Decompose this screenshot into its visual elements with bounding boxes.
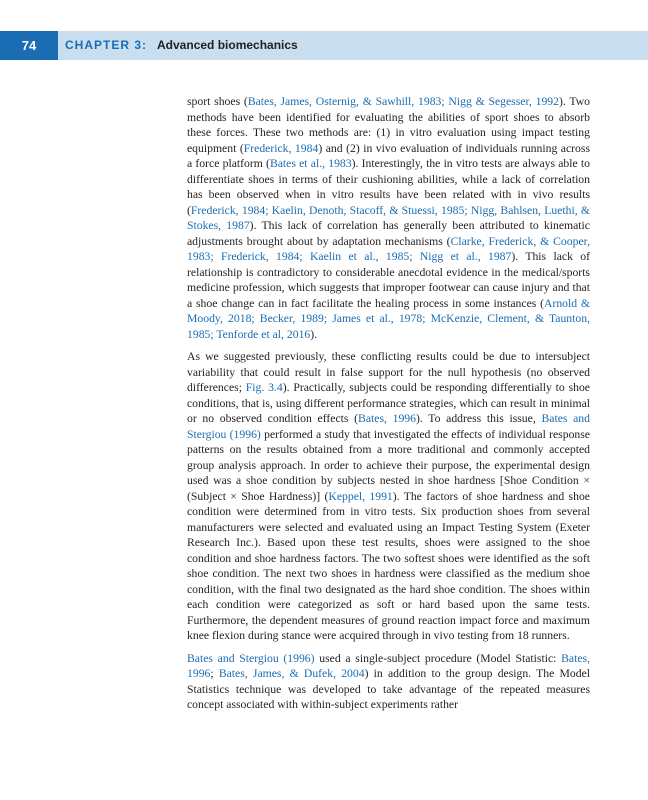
text-run: performed a study that investigated the effects of individual response patterns on the results obtained from a more traditional and commonly accepted group analysis approach. In order to achieve their purpose, the experimental design used was a shoe condition by subjects nested in shoe hardness [Shoe Condition × (Subject × Shoe Hardness)] ( [187,427,590,503]
body-text [187,94,590,720]
text-run: ). Two methods have been identified for evaluating the abilities of sport shoes to absorb these forces. These two methods are: (1) in vitro evaluation using impact testing equipment ( [187,95,590,155]
text-run: ). The factors of shoe hardness and shoe condition were determined from in vitro tests. Six production shoes from several manufacturers were selected and evaluated using an Impact Testing System (Exeter Research Inc.). Based upon these test results, shoes were assigned to the shoe condition and shoe hardness factors. The two softest shoes were identified as the soft shoe condition. The next two shoes in hardness were classified as the medium shoe condition, with the final two designated as the hard shoe condition. The shoes within each condition were categorized as soft or hard based upon the same tests. Furthermore, the dependent measures of ground reaction impact force and maximum knee flexion during stance were acquired through in vivo testing from 18 runners. [187,489,590,642]
citation-link[interactable]: Bates, 1996 [358,412,416,425]
citation-link[interactable]: Keppel, 1991 [328,489,393,503]
citation-link[interactable]: Arnold & Moody, 2018; Becker, 1989; James et al., 1978; McKenzie, Clement, & Taunton, 1985; Tenforde et al, 2016 [187,296,590,341]
text-run: ). This lack of correlation has generally been attributed to kinematic adjustments brought about by adaptation mechanisms ( [187,219,590,248]
page-number: 74 [0,31,58,60]
chapter-title: Advanced biomechanics [157,38,298,52]
text-run: sport shoes ( [187,95,248,108]
text-run: used a single-subject procedure (Model Statistic: [314,651,562,665]
citation-link[interactable]: Bates, James, Osternig, & Sawhill, 1983; Nigg & Segesser, 1992 [247,95,559,108]
text-run: ). To address this issue, [416,412,542,425]
citation-link[interactable]: Frederick, 1984; Kaelin, Denoth, Stacoff, & Stuessi, 1985; Nigg, Bahlsen, Luethi, & Stokes, 1987 [187,203,590,232]
citation-link[interactable]: Bates and Stergiou (1996) [187,651,315,665]
paragraph [187,349,590,644]
citation-link[interactable]: Bates, James, & Dufek, 2004 [218,667,365,680]
citation-link[interactable]: Fig. 3.4 [245,381,283,394]
citation-link[interactable]: Clarke, Frederick, & Cooper, 1983; Frederick, 1984; Kaelin et al., 1985; Nigg et al., 1987 [187,234,590,263]
citation-link[interactable]: Bates and Stergiou (1996) [187,412,590,441]
text-run: ). [310,327,318,341]
paragraph [187,94,590,342]
text-run: ) in addition to the group design. The Model Statistics technique was developed to take advantage of the repeated measures concept associated with within-subject experiments rather [187,667,591,711]
citation-link[interactable]: Bates et al., 1983 [269,157,352,170]
text-run: ). Interestingly, the in vitro tests are always able to differentiate shoes in terms of their cushioning abilities, while a lack of correlation has been observed when in vitro results have been related with in vivo results ( [187,157,591,217]
running-header [0,31,648,60]
paragraph [187,651,590,713]
text-run: ; [210,667,219,680]
text-run: As we suggested previously, these conflicting results could be due to intersubject variability that could result in false support for the null hypothesis (no observed differences; [187,350,590,394]
chapter-label: CHAPTER 3: [65,38,148,52]
citation-link[interactable]: Frederick, 1984 [243,141,319,155]
text-run: ). Practically, subjects could be responding differentially to shoe conditions, that is, using different performance strategies, which can result in minimal or no observed condition effects ( [187,381,590,425]
text-run: ). This lack of relationship is contradictory to considerable anecdotal evidence in the medical/sports medicine profession, which suggests that improper footwear can cause injury and that a shoe change can in fact facilitate the healing process in some instances ( [187,250,590,310]
chapter-heading [65,31,298,60]
citation-link[interactable]: Bates, 1996 [187,651,590,680]
text-run: ) and (2) in vivo evaluation of individuals running across a force platform ( [187,141,590,170]
